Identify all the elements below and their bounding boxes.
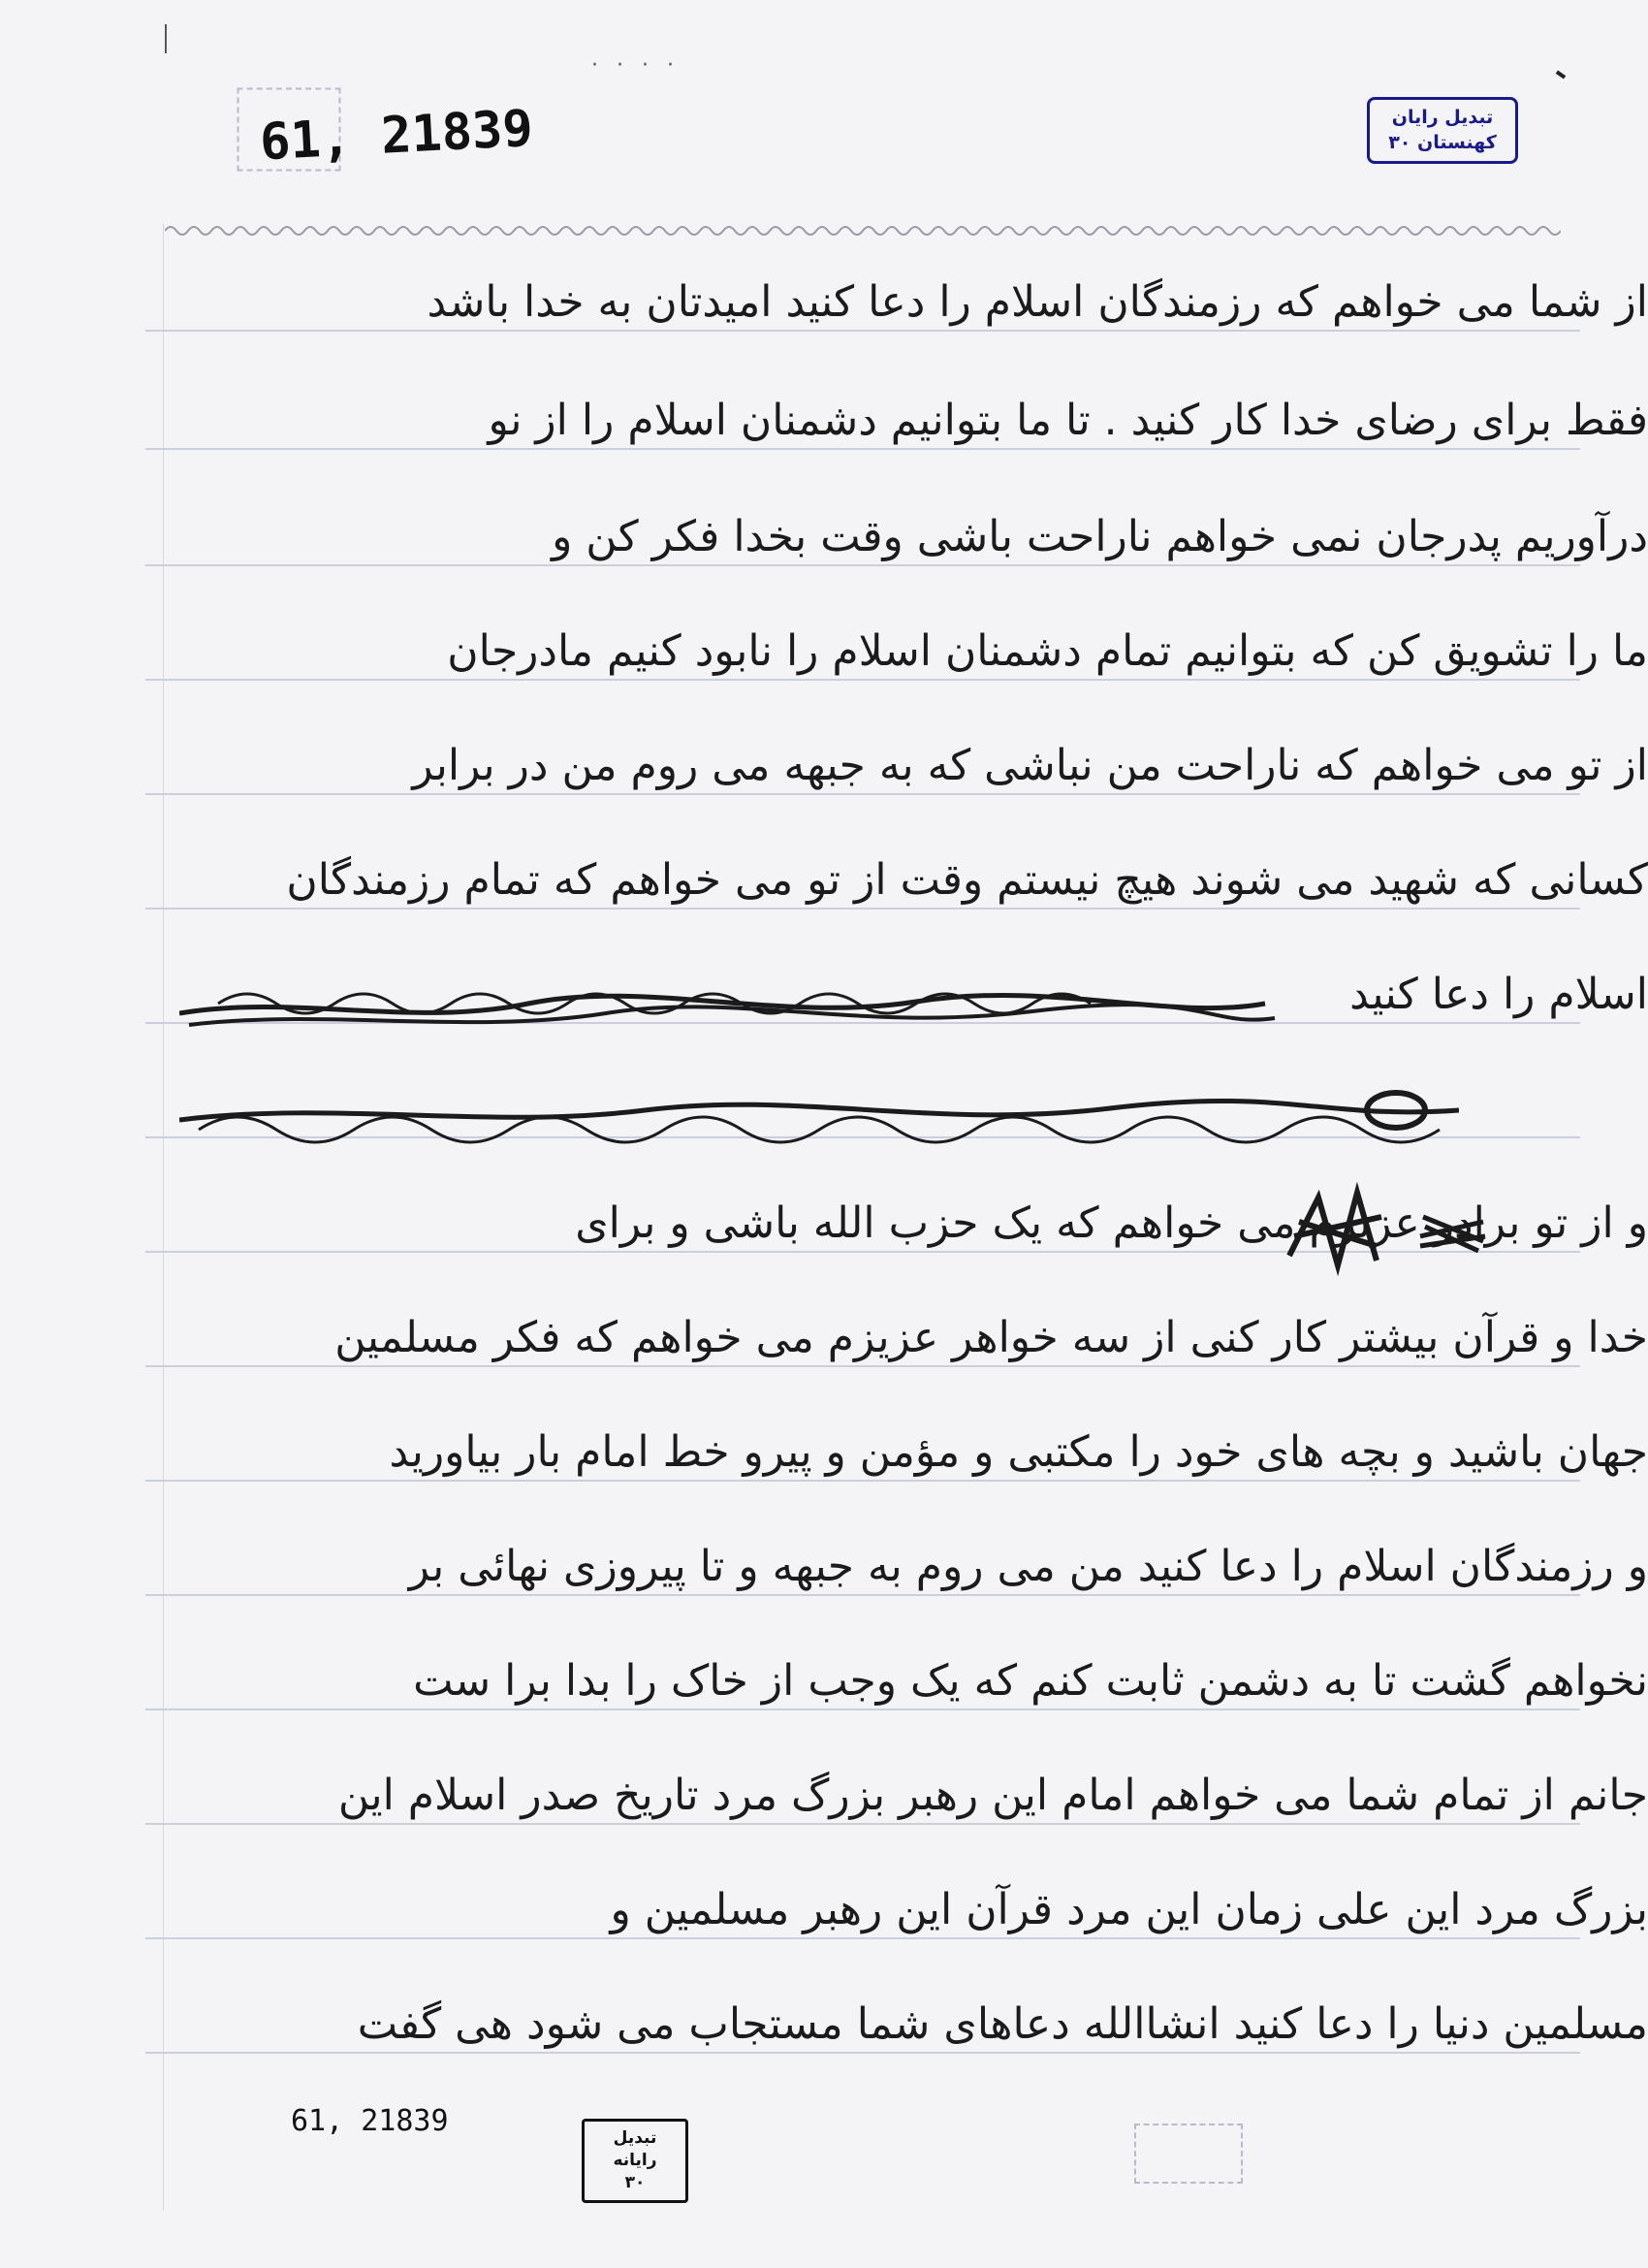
letter-line-13: نخواهم گشت تا به دشمن ثابت کنم که یک وجب از خاک را بدا برا ست [413,1656,1648,1706]
header-wavy-rule [165,223,1561,239]
ruled-line [145,1709,1580,1710]
ruled-line [145,908,1580,910]
ruled-line [145,1480,1580,1482]
letter-line-1: از شما می خواهم که رزمندگان اسلام را دعا کنید امیدتان به خدا باشد [427,277,1648,327]
letter-line-5: از تو می خواهم که ناراحت من نباشی که به جبهه می روم من در برابر [412,741,1648,790]
letter-line-11: جهان باشید و بچه های خود را مکتبی و مؤمن و پیرو خط امام بار بیاورید [389,1427,1648,1477]
ruled-line [145,1937,1580,1939]
letter-line-9: و از تو برادر عزیزم می خواهم که یک حزب الله باشی و برای [575,1198,1648,1248]
ruled-line [145,564,1580,566]
ruled-line [145,2052,1580,2054]
letter-line-2: فقط برای رضای خدا کار کنید . تا ما بتوانیم دشمنان اسلام را از نو [488,396,1648,445]
top-dots-mark: · · · · [591,53,680,78]
letter-line-7: اسلام را دعا کنید [1349,970,1648,1019]
stamp-top-line1: تبدیل رایان [1391,107,1494,128]
letter-line-10: خدا و قرآن بیشتر کار کنی از سه خواهر عزیزم می خواهم که فکر مسلمین [334,1313,1648,1362]
ruled-line [145,1365,1580,1367]
stamp-top-line2: کهنستان ۳۰ [1388,131,1497,153]
archive-stamp-top [1367,97,1518,164]
ruled-line [145,330,1580,332]
ruled-line [145,1823,1580,1825]
reference-number-bottom: 61, 21839 [291,2104,449,2138]
ruled-line [145,448,1580,450]
archive-stamp-bottom [582,2119,688,2203]
stamp-bottom-line1: تبدیل رایانه [613,2128,657,2170]
letter-line-6: کسانی که شهید می شوند هیچ نیستم وقت از تو می خواهم که تمام رزمندگان [286,855,1648,905]
letter-line-4: ما را تشویق کن که بتوانیم تمام دشمنان اسلام را نابود کنیم مادرجان [447,626,1648,676]
letter-line-16: مسلمین دنیا را دعا کنید انشاالله دعاهای شما مستجاب می شود هی گفت [357,1999,1648,2049]
faded-stamp-bottom [1134,2124,1243,2184]
letter-line-12: و رزمندگان اسلام را دعا کنید من می روم به جبهه و تا پیروزی نهائی بر [408,1542,1648,1591]
corner-tick-mark [165,24,167,53]
letter-line-3: درآوریم پدرجان نمی خواهم ناراحت باشی وقت بخدا فکر کن و [552,512,1648,561]
letter-line-14: جانم از تمام شما می خواهم امام این رهبر بزرگ مرد تاریخ صدر اسلام این [337,1771,1648,1820]
reference-number-top: 61, 21839 [258,99,535,173]
ruled-line [145,1594,1580,1596]
stamp-bottom-line2: ۳۰ [624,2172,646,2192]
ruled-line [145,793,1580,795]
ruled-line [145,679,1580,681]
crossed-out-text-scribble [179,974,1459,1159]
corner-pen-mark [1556,70,1566,79]
letter-line-15: بزرگ مرد این علی زمان این مرد قرآن این رهبر مسلمین و [610,1885,1648,1934]
